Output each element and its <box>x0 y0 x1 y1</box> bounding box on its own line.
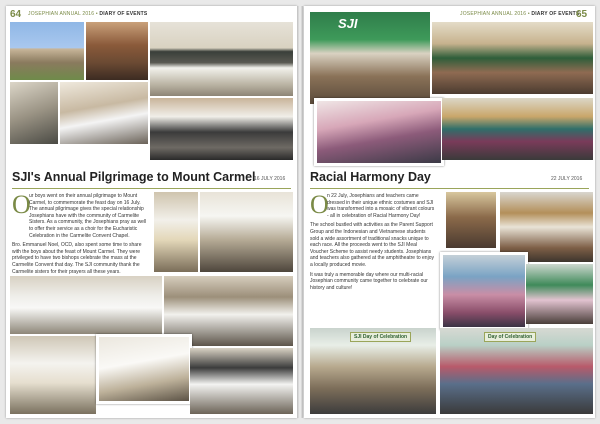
drop-cap: O <box>12 190 31 219</box>
group-photo-sisters <box>150 22 293 96</box>
ethnic-costume-group-photo <box>310 12 430 104</box>
bishops-mass-photo <box>10 276 162 334</box>
costume-lineup-photo <box>442 98 593 160</box>
blessing-photo <box>96 334 192 404</box>
article-date: 22 JULY 2016 <box>551 176 583 182</box>
students-seated-photo <box>10 82 58 144</box>
drop-cap: O <box>310 190 329 219</box>
paragraph: n 22 July, Josephians and teachers came dressed in their unique ethnic costumes and SJI was transformed into a mosaic of vibrant colours - all in celebration of Racial Harmony Day! <box>327 193 435 219</box>
students-costumes-photo <box>432 22 593 94</box>
mass-celebration-photo <box>200 192 293 272</box>
teachers-group-photo <box>314 98 444 166</box>
student-costume-photo <box>526 264 593 324</box>
priest-altar-photo <box>154 192 198 272</box>
article-body <box>310 193 435 294</box>
paragraph: Bro. Emmanuel Noel, OCD, also spent some time to share with the boys about the feast of Mount Carmel. They were privileged to have two bishops celebrate the mass at the Carmelite Convent that day. The SJI community thank the Carmelite sisters for their prayers all these years. <box>12 242 142 275</box>
food-stall-photo <box>446 192 496 248</box>
amphitheatre-crowd-photo <box>440 328 593 414</box>
article-date: 16 JULY 2016 <box>254 176 286 182</box>
right-page <box>304 6 595 418</box>
students-group-photo <box>190 348 293 414</box>
running-header: JOSEPHIAN ANNUAL 2016 • DIARY OF EVENTS <box>460 11 580 17</box>
teachers-saree-photo <box>440 252 528 330</box>
students-choir-photo <box>60 82 148 144</box>
celebration-sign-2: Day of Celebration <box>484 332 536 342</box>
book-gutter <box>297 6 303 418</box>
title-rule <box>310 188 589 189</box>
article-title: SJI's Annual Pilgrimage to Mount Carmel <box>12 170 256 184</box>
article-title: Racial Harmony Day <box>310 170 431 184</box>
title-rule <box>12 188 291 189</box>
article-body <box>12 193 149 278</box>
choir-keyboard-photo <box>150 98 293 160</box>
students-celebration-photo <box>310 328 436 414</box>
running-header: JOSEPHIAN ANNUAL 2016 • DIARY OF EVENTS <box>28 11 148 17</box>
page-number: 65 <box>576 9 588 20</box>
page-number: 64 <box>10 9 22 20</box>
left-page <box>6 6 297 418</box>
congregation-photo <box>10 336 96 414</box>
convent-exterior-photo <box>10 22 84 80</box>
chapel-interior-photo <box>86 22 148 80</box>
paragraph: It was truly a memorable day where our multi-racial Josephian community came together to celebrate our history and culture! <box>310 271 428 291</box>
paragraph: ur boys went on their annual pilgrimage to Mount Carmel, to commemorate the feast day on 16 July. The annual pilgrimage gives the special relationship Josephians have with the community of Carmelite Sisters. As a community, the Josephians pray as well to offer their service as a choir for the Eucharistic Celebration in the Carmelite Convent Chapel. <box>29 193 147 239</box>
sji-banner-text: SJI <box>338 16 358 31</box>
celebration-sign: SJI Day of Celebration <box>350 332 411 342</box>
paragraph: The school bustled with activities as the Parent Support Group and the Indonesian and Vietnamese students sold a wide assortment of traditional snacks unique to each race. All the proceeds went to the SJI Meal Voucher Scheme to assist needy students. Josephians and teachers also gathered at the amphitheatre to enjoy a locally produced movie. <box>310 222 434 268</box>
